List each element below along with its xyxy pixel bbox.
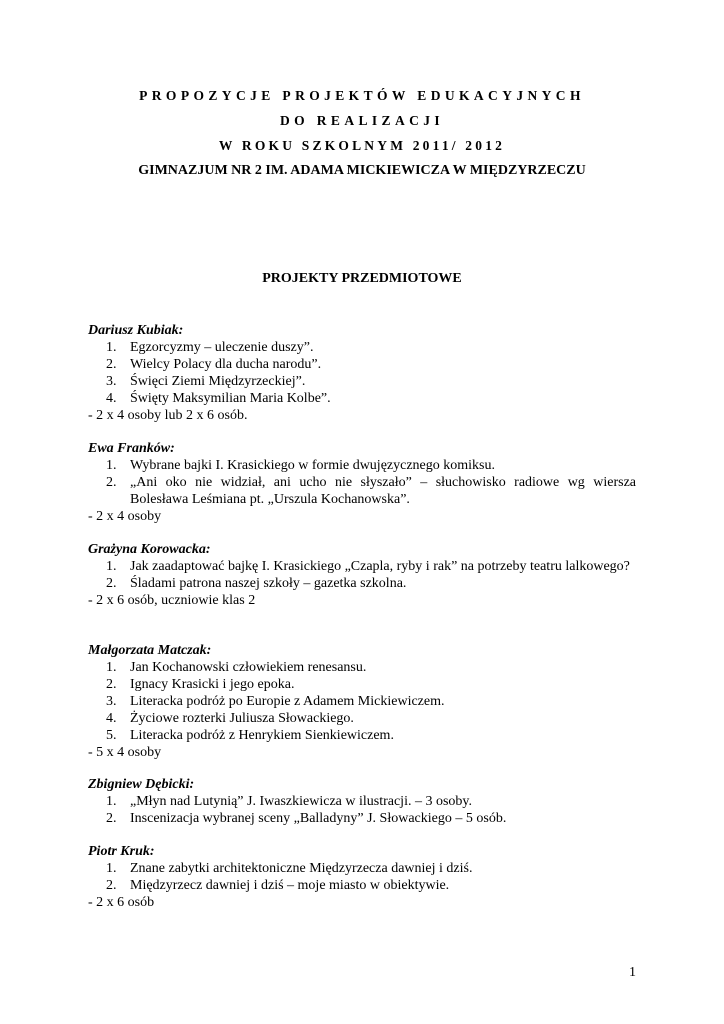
teacher-block bbox=[88, 541, 636, 609]
project-item bbox=[88, 373, 636, 390]
item-text: Życiowe rozterki Juliusza Słowackiego. bbox=[130, 711, 354, 726]
item-text: Wybrane bajki I. Krasickiego w formie dwujęzycznego komiksu. bbox=[130, 458, 495, 473]
teacher-block bbox=[88, 322, 636, 424]
project-item bbox=[88, 693, 636, 710]
item-number: 1. bbox=[106, 559, 117, 574]
teacher-name: Małgorzata Matczak: bbox=[88, 643, 212, 658]
item-number: 3. bbox=[106, 374, 117, 389]
item-text: Ignacy Krasicki i jego epoka. bbox=[130, 677, 295, 692]
teacher-name: Grażyna Korowacka: bbox=[88, 542, 211, 557]
item-text: „Młyn nad Lutynią” J. Iwaszkiewicza w ilustracji. – 3 osoby. bbox=[130, 794, 473, 809]
group-size-note: - 2 x 4 osoby bbox=[88, 509, 162, 524]
item-number: 2. bbox=[106, 811, 117, 826]
item-number: 2. bbox=[106, 576, 117, 591]
group-size-note: - 2 x 4 osoby lub 2 x 6 osób. bbox=[88, 408, 248, 423]
project-item bbox=[88, 356, 636, 373]
school-name: GIMNAZJUM NR 2 IM. ADAMA MICKIEWICZA W MIĘDZYRZECZU bbox=[138, 163, 586, 178]
project-item bbox=[88, 676, 636, 693]
project-item bbox=[88, 659, 636, 676]
item-number: 2. bbox=[106, 475, 117, 490]
item-number: 1. bbox=[106, 794, 117, 809]
teacher-block bbox=[88, 642, 636, 761]
project-item bbox=[88, 793, 636, 810]
project-item bbox=[88, 710, 636, 727]
item-text: Jan Kochanowski człowiekiem renesansu. bbox=[130, 660, 367, 675]
project-item bbox=[88, 877, 636, 894]
item-number: 1. bbox=[106, 458, 117, 473]
teacher-block bbox=[88, 440, 636, 525]
item-text: Międzyrzecz dawniej i dziś – moje miasto w obiektywie. bbox=[130, 878, 450, 893]
heading-line-3: W ROKU SZKOLNYM 2011/ 2012 bbox=[218, 138, 506, 153]
item-number: 4. bbox=[106, 711, 117, 726]
item-text: Śladami patrona naszej szkoły – gazetka szkolna. bbox=[130, 576, 407, 591]
item-text: Święci Ziemi Międzyrzeckiej”. bbox=[130, 374, 306, 389]
group-size-note: - 5 x 4 osoby bbox=[88, 745, 162, 760]
page-number: 1 bbox=[629, 965, 636, 980]
project-item bbox=[88, 575, 636, 592]
item-number: 1. bbox=[106, 340, 117, 355]
item-number: 2. bbox=[106, 878, 117, 893]
teacher-block bbox=[88, 776, 636, 827]
group-size-note: - 2 x 6 osób bbox=[88, 895, 155, 910]
project-item bbox=[88, 860, 636, 877]
item-number: 4. bbox=[106, 391, 117, 406]
teacher-name: Zbigniew Dębicki: bbox=[88, 777, 195, 792]
item-number: 2. bbox=[106, 677, 117, 692]
section-title: PROJEKTY PRZEDMIOTOWE bbox=[262, 271, 462, 286]
project-item bbox=[88, 727, 636, 744]
item-number: 1. bbox=[106, 861, 117, 876]
item-text: Jak zaadaptować bajkę I. Krasickiego „Czapla, ryby i rak” na potrzeby teatru lalkowego? bbox=[130, 559, 630, 574]
item-number: 1. bbox=[106, 660, 117, 675]
group-size-note: - 2 x 6 osób, uczniowie klas 2 bbox=[88, 593, 256, 608]
teacher-name: Ewa Franków: bbox=[88, 441, 175, 456]
project-item bbox=[88, 457, 636, 474]
project-item bbox=[88, 339, 636, 356]
item-text: Literacka podróż po Europie z Adamem Mickiewiczem. bbox=[130, 694, 445, 709]
heading-line-2: DO REALIZACJI bbox=[279, 113, 445, 128]
project-item bbox=[88, 558, 636, 575]
project-item bbox=[88, 474, 636, 508]
item-text: Wielcy Polacy dla ducha narodu”. bbox=[130, 357, 322, 372]
teacher-name: Dariusz Kubiak: bbox=[88, 323, 184, 338]
teacher-block bbox=[88, 843, 636, 911]
item-text: Znane zabytki architektoniczne Międzyrzecza dawniej i dziś. bbox=[130, 861, 473, 876]
project-item bbox=[88, 810, 636, 827]
item-number: 3. bbox=[106, 694, 117, 709]
item-text: Święty Maksymilian Maria Kolbe”. bbox=[130, 391, 331, 406]
item-text: Inscenizacja wybranej sceny „Balladyny” J. Słowackiego – 5 osób. bbox=[130, 811, 507, 826]
item-number: 2. bbox=[106, 357, 117, 372]
item-text: Egzorcyzmy – uleczenie duszy”. bbox=[130, 340, 314, 355]
project-item bbox=[88, 390, 636, 407]
item-number: 5. bbox=[106, 728, 117, 743]
item-text: „Ani oko nie widział, ani ucho nie słyszało” – słuchowisko radiowe wg wiersza Bolesława Leśmiana pt. „Urszula Kochanowska”. bbox=[130, 475, 636, 507]
teacher-name: Piotr Kruk: bbox=[88, 844, 155, 859]
item-text: Literacka podróż z Henrykiem Sienkiewiczem. bbox=[130, 728, 394, 743]
heading-line-1: PROPOZYCJE PROJEKTÓW EDUKACYJNYCH bbox=[139, 88, 585, 103]
